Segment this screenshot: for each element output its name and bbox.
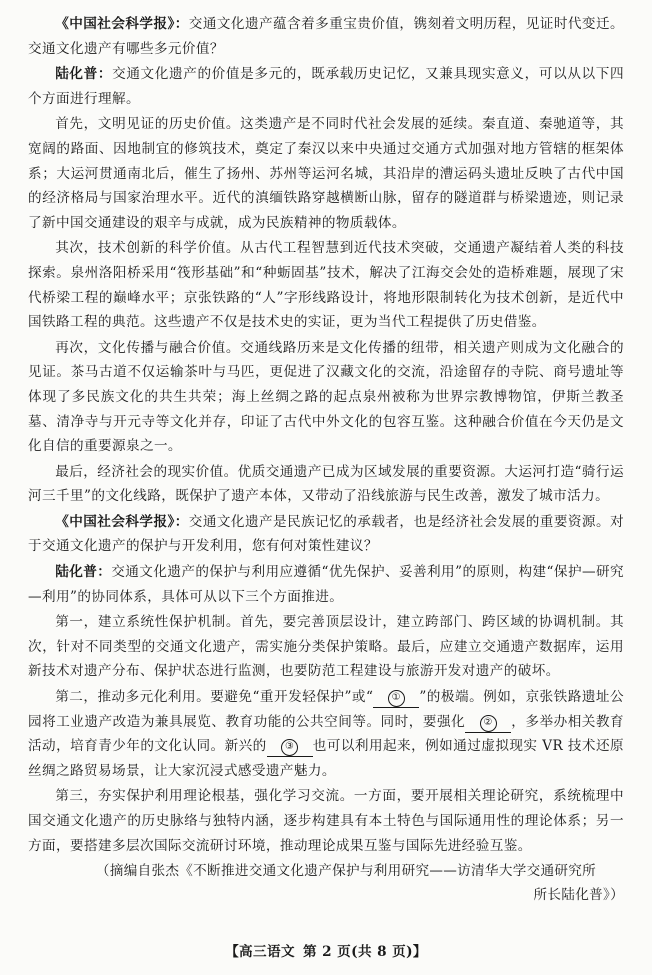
question-1 xyxy=(28,12,624,61)
footer-page-number: 第 2 页(共 8 页)】 xyxy=(303,944,427,960)
value-historical-paragraph: 首先，文明见证的历史价值。这类遗产是不同时代社会发展的延续。秦直道、秦驰道等，其宽阔的路面、因地制宜的修筑技术，奠定了秦汉以来中央通过交通方式加强对地方管辖的框架体系；大运河贯通南北后，催生了扬州、苏州等运河名城，其沿岸的漕运码头遗址反映了古代中国的经济格局与国家治理水平。近代的滇缅铁路穿越横断山脉，留存的隧道群与桥梁遗迹，则记录了新中国交通建设的艰辛与成就，成为民族精神的物质载体。 xyxy=(28,116,624,231)
interviewee-label: 陆化普： xyxy=(55,564,112,581)
blank-number-2: ② xyxy=(480,715,497,732)
footer-subject: 【高三语文 xyxy=(225,944,296,960)
value-scientific-paragraph: 其次，技术创新的科学价值。从古代工程智慧到近代技术突破，交通遗产凝结着人类的科技探索。泉州洛阳桥采用“筏形基础”和“种蛎固基”技术，解决了江海交会处的造桥难题，展现了宋代桥梁工程的巅峰水平；京张铁路的“人”字形线路设计，将地形限制转化为技术创新，是近代中国铁路工程的典范。这些遗产不仅是技术史的实证，更为当代工程提供了历史借鉴。 xyxy=(28,240,624,331)
answer-1-intro-text: 交通文化遗产的价值是多元的，既承载历史记忆，又兼具现实意义，可以从以下四个方面进行理解。 xyxy=(28,66,624,107)
fill-blank-3[interactable] xyxy=(267,737,313,757)
interviewer-label: 《中国社会科学报》： xyxy=(55,16,189,32)
answer-1-intro xyxy=(28,62,624,111)
suggestion-first-paragraph: 第一，建立系统性保护机制。首先，要完善顶层设计，建立跨部门、跨区域的协调机制。其次，针对不同类型的交通文化遗产，需实施分类保护策略。最后，应建立交通遗产数据库，运用新技术对遗产分布、保护状态进行监测，也要防范工程建设与旅游开发对遗产的破坏。 xyxy=(28,614,624,680)
value-economic-paragraph: 最后，经济社会的现实价值。优质交通遗产已成为区域发展的重要资源。大运河打造“骑行运河三千里”的文化线路，既保护了遗产本体，又带动了沿线旅游与民生改善，激发了城市活力。 xyxy=(28,463,624,505)
blank-number-1: ① xyxy=(388,690,405,707)
question-2 xyxy=(28,510,624,559)
blank-number-3: ③ xyxy=(281,739,298,756)
interviewee-label: 陆化普： xyxy=(55,66,113,83)
suggestion-second-text-2: ”的极端。例如，京张铁路遗址公园将工业遗产改造为兼具展览、教育功能的公共空间等。同时，要强化 xyxy=(28,689,624,730)
suggestion-third-paragraph: 第三，夯实保护利用理论根基，强化学习交流。一方面，要开展相关理论研究，系统梳理中国交通文化遗产的历史脉络与独特内涵，逐步构建具有本土特色与国际通用性的理论体系；另一方面，要搭建多层次国际交流研讨环境，推动理论成果互鉴与国际先进经验互鉴。 xyxy=(28,788,624,854)
question-2-text: 交通文化遗产是民族记忆的承载者，也是经济社会发展的重要资源。对于交通文化遗产的保护与开发利用，您有何对策性建议？ xyxy=(28,513,624,555)
suggestion-second-text-4: 也可以利用起来，例如通过虚拟现实 VR 技术还原丝绸之路贸易场景，让大家沉浸式感受遗产魅力。 xyxy=(28,738,624,779)
suggestion-second-text-3: ，多举办相关教育活动，培育青少年的文化认同。新兴的 xyxy=(28,713,624,755)
fill-blank-1[interactable] xyxy=(373,688,419,708)
source-citation xyxy=(28,859,624,907)
suggestion-second-paragraph xyxy=(28,685,624,783)
answer-2-intro-text: 交通文化遗产的保护与利用应遵循“优先保护、妥善利用”的原则，构建“保护—研究—利用”的协同体系，具体可从以下三个方面推进。 xyxy=(28,564,624,605)
fill-blank-2[interactable] xyxy=(465,713,511,733)
question-1-text: 交通文化遗产蕴含着多重宝贵价值，镌刻着文明历程，见证时代变迁。交通文化遗产有哪些多元价值？ xyxy=(28,16,624,57)
source-line-1: （摘编自张杰《不断推进交通文化遗产保护与利用研究——访清华大学交通研究所 xyxy=(95,863,597,880)
suggestion-second-text-1: 第二，推动多元化利用。要避免“重开发轻保护”或“ xyxy=(55,689,374,706)
value-cultural-paragraph: 再次，文化传播与融合价值。交通线路历来是文化传播的纽带，相关遗产则成为文化融合的见证。茶马古道不仅运输茶叶与马匹，更促进了汉藏文化的交流，沿途留存的寺院、商号遗址等体现了多民族文化的共生共荣；海上丝绸之路的起点泉州被称为世界宗教博物馆，伊斯兰教圣墓、清净寺与开元寺等文化并存，印证了古代中外文化的包容互鉴。这种融合价值在今天仍是文化自信的重要源泉之一。 xyxy=(28,339,624,455)
page-footer xyxy=(0,940,652,960)
interviewer-label: 《中国社会科学报》： xyxy=(55,513,189,530)
source-line-2: 所长陆化普》） xyxy=(533,887,624,904)
answer-2-intro xyxy=(28,560,624,609)
